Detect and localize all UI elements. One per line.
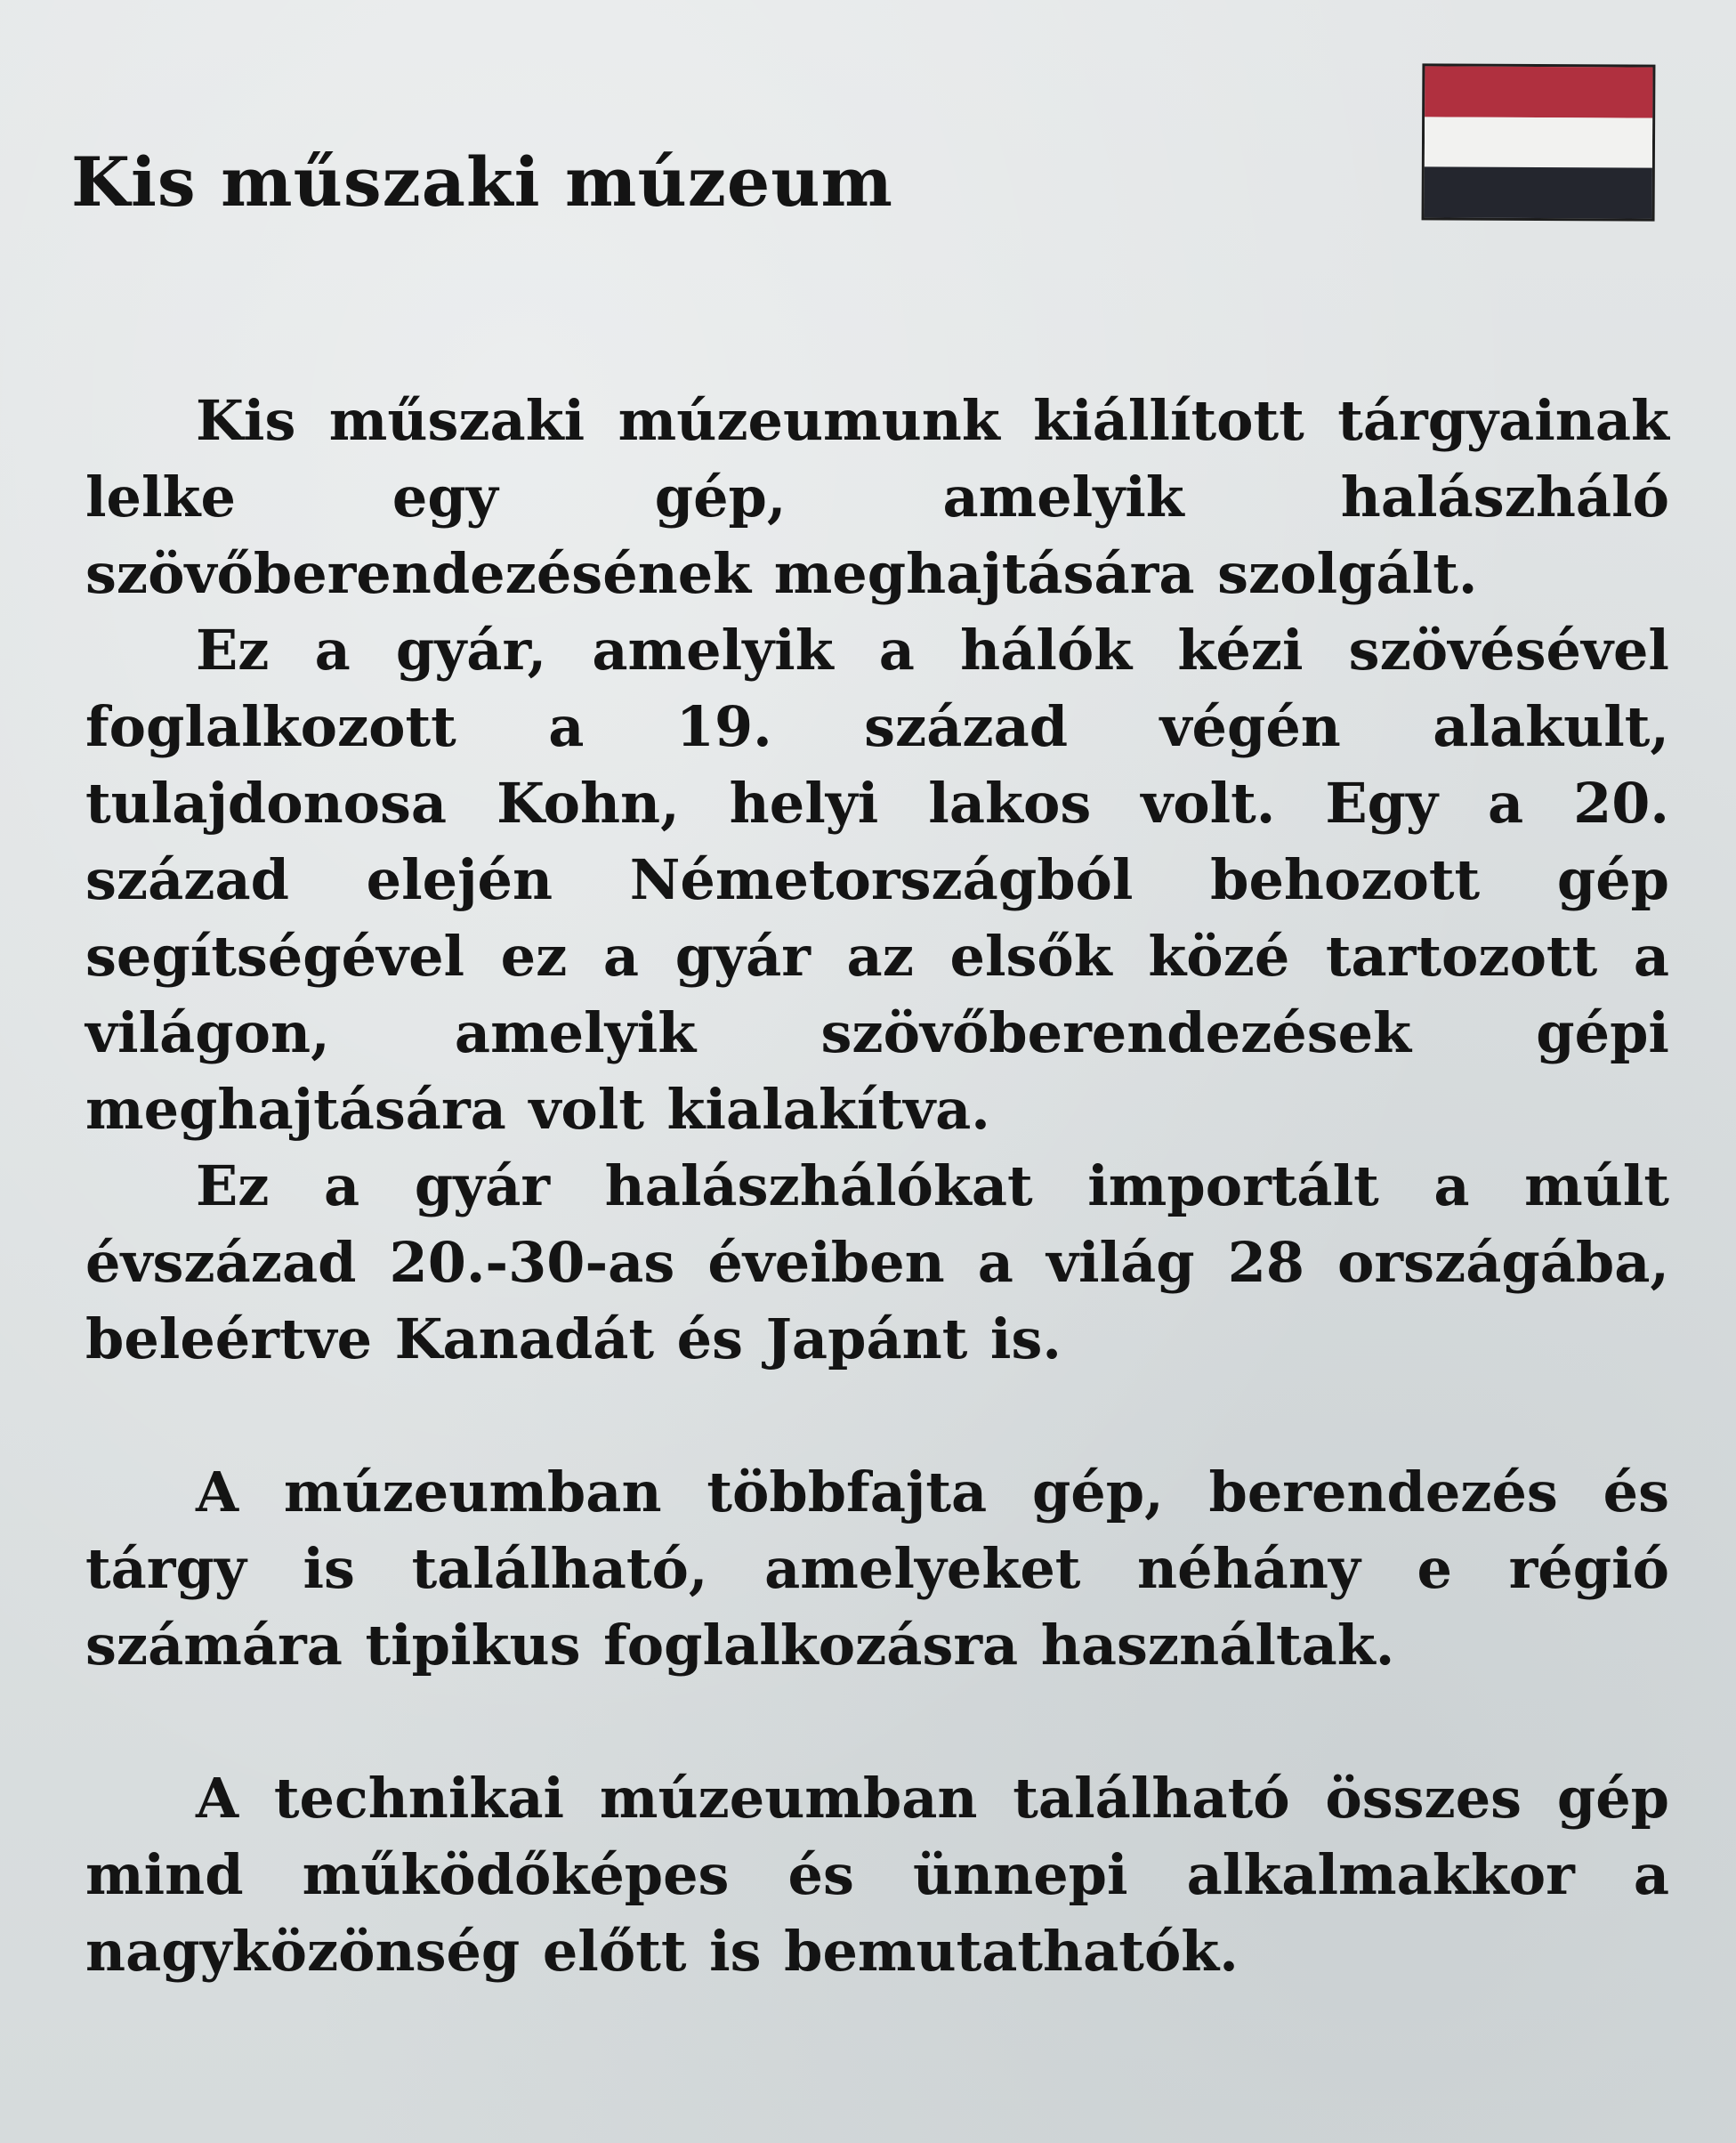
paragraph-working-machines: A technikai múzeumban található összes gép mind működőképes és ünnepi alkalmakkor a nagyközönség előtt is bemutathatók. bbox=[85, 1766, 1669, 1984]
flag-stripe-white bbox=[1425, 117, 1652, 168]
paragraph-museum-intro: Kis műszaki múzeumunk kiállított tárgyainak lelke egy gép, amelyik halászháló szövőberendezésének meghajtására szolgált. bbox=[85, 388, 1669, 606]
sign-title: Kis műszaki múzeum bbox=[71, 142, 893, 222]
flag-stripe-dark bbox=[1425, 167, 1652, 219]
sign-body-text bbox=[85, 383, 1669, 1990]
paragraph-factory-history: Ez a gyár, amelyik a hálók kézi szövésével foglalkozott a 19. század végén alakult, tulajdonosa Kohn, helyi lakos volt. Egy a 20. század elején Németországból behozott gép segítségével ez a gyár az elsők közé tartozott a világon, amelyik szövőberendezések gépi meghajtására volt kialakítva. bbox=[85, 618, 1669, 1142]
paragraph-museum-collection: A múzeumban többfajta gép, berendezés és tárgy is található, amelyeket néhány e régió számára tipikus foglalkozásra használtak. bbox=[85, 1460, 1669, 1678]
paragraph-factory-exports: Ez a gyár halászhálókat importált a múlt évszázad 20.-30-as éveiben a világ 28 országába, beleértve Kanadát és Japánt is. bbox=[85, 1153, 1669, 1371]
flag-stripe-red bbox=[1425, 66, 1652, 117]
hungarian-flag-icon bbox=[1422, 63, 1656, 221]
